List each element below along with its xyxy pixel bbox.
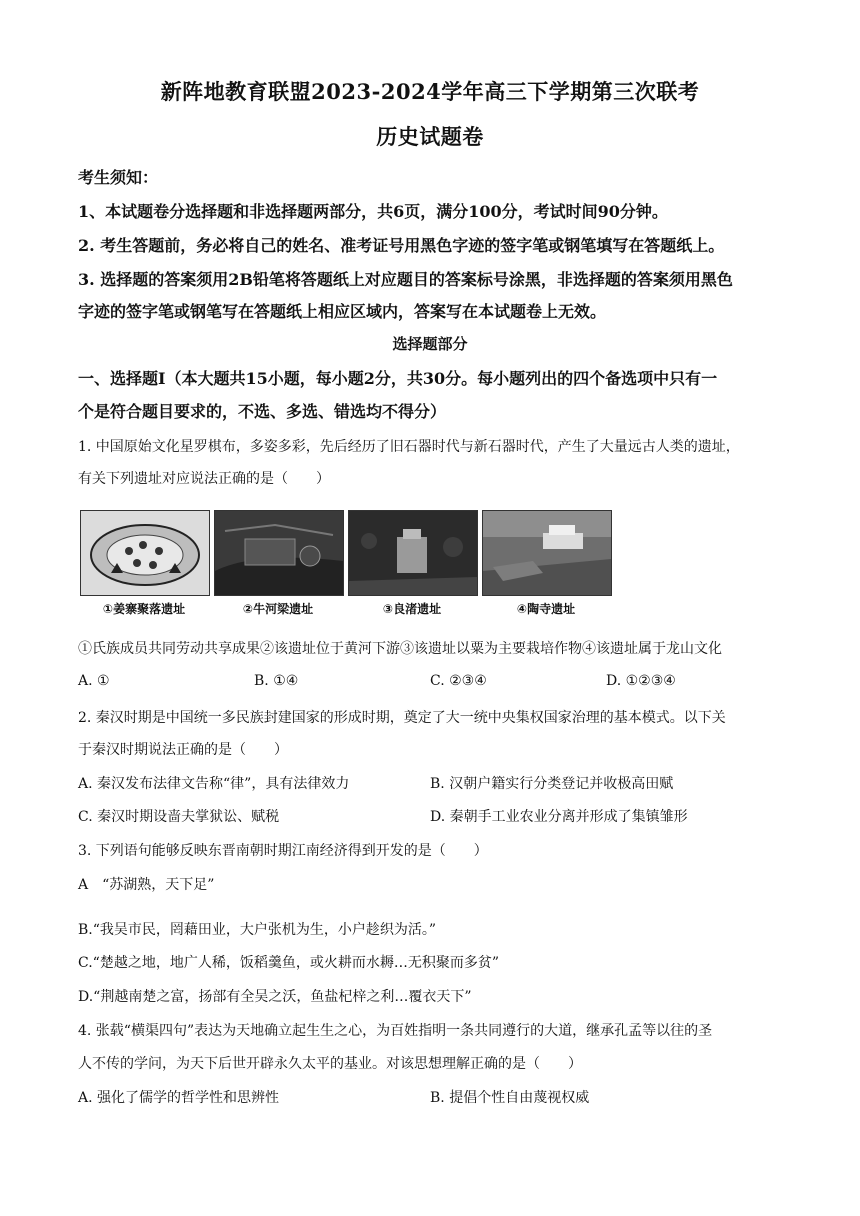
q1-option-a: A. ①: [78, 673, 110, 689]
caption-niuheliang: ②牛河梁遗址: [242, 602, 314, 616]
notice-heading: 考生须知：: [78, 168, 159, 187]
q1-stem-line-2: 有关下列遗址对应说法正确的是（ ）: [78, 471, 330, 487]
q4-stem-line-1: 4. 张载“横渠四句”表达为天地确立起生生之心，为百姓指明一条共同遵行的大道，继承孔孟等以往的圣: [78, 1023, 713, 1039]
caption-liangzhu: ③良渚遗址: [382, 602, 442, 616]
q2-stem-line-1: 2. 秦汉时期是中国统一多民族封建国家的形成时期，奠定了大一统中央集权国家治理的基本模式。以下关: [78, 710, 726, 726]
notice-item-3: 3. 选择题的答案须用2B铅笔将答题纸上对应题目的答案标号涂黑，非选择题的答案须用黑色: [78, 270, 733, 289]
q3-option-a: A “苏湖熟，天下足”: [78, 877, 215, 893]
liangzhu-site-image: [348, 510, 478, 596]
q1-statements: ①氏族成员共同劳动共享成果②该遗址位于黄河下游③该遗址以粟为主要栽培作物④该遗址属于龙山文化: [78, 641, 722, 657]
section-title: 选择题部分: [392, 335, 468, 353]
q2-option-a: A. 秦汉发布法律文告称“律”，具有法律效力: [78, 776, 350, 792]
q3-option-d: D.“荆越南楚之富，扬部有全吴之沃，鱼盐杞梓之利…覆衣天下”: [78, 989, 472, 1005]
q1-figure-row: [80, 510, 620, 620]
q1-stem-line-1: 1. 中国原始文化星罗棋布，多姿多彩，先后经历了旧石器时代与新石器时代，产生了大量远古人类的遗址，: [78, 439, 740, 455]
q4-option-b: B. 提倡个性自由蔑视权威: [430, 1090, 590, 1106]
q2-option-c: C. 秦汉时期设啬夫掌狱讼、赋税: [78, 809, 280, 825]
notice-item-1: 1、本试题卷分选择题和非选择题两部分，共6页，满分100分，考试时间90分钟。: [78, 202, 668, 221]
section-instruction-1: 一、选择题Ⅰ（本大题共15小题，每小题2分，共30分。每小题列出的四个备选项中只有一: [78, 369, 718, 388]
caption-jiangzhai: ①姜寨聚落遗址: [102, 602, 186, 616]
exam-title: 新阵地教育联盟2023-2024学年高三下学期第三次联考: [160, 79, 700, 104]
q3-option-b: B.“我吴市民，罔藉田业，大户张机为生，小户趁织为活。”: [78, 922, 437, 938]
niuheliang-site-image: [214, 510, 344, 596]
q3-option-c: C.“楚越之地，地广人稀，饭稻羹鱼，或火耕而水耨…无积聚而多贫”: [78, 955, 499, 971]
q2-option-d: D. 秦朝手工业农业分离并形成了集镇雏形: [430, 809, 688, 825]
notice-item-3-cont: 字迹的签字笔或钢笔写在答题纸上相应区域内，答案写在本试题卷上无效。: [78, 302, 607, 321]
taosi-site-image: [482, 510, 612, 596]
q1-option-c: C. ②③④: [430, 673, 487, 689]
q4-stem-line-2: 人不传的学问，为天下后世开辟永久太平的基业。对该思想理解正确的是（ ）: [78, 1056, 582, 1072]
q1-option-b: B. ①④: [254, 673, 299, 689]
q2-option-b: B. 汉朝户籍实行分类登记并收极高田赋: [430, 776, 674, 792]
exam-subtitle: 历史试题卷: [376, 124, 484, 149]
q2-stem-line-2: 于秦汉时期说法正确的是（ ）: [78, 742, 288, 758]
jiangzhai-site-image: [80, 510, 210, 596]
q1-option-d: D. ①②③④: [606, 673, 676, 689]
q3-stem: 3. 下列语句能够反映东晋南朝时期江南经济得到开发的是（ ）: [78, 843, 488, 859]
q4-option-a: A. 强化了儒学的哲学性和思辨性: [78, 1090, 280, 1106]
caption-taosi: ④陶寺遗址: [516, 602, 576, 616]
section-instruction-2: 个是符合题目要求的，不选、多选、错选均不得分）: [78, 402, 447, 421]
notice-item-2: 2. 考生答题前，务必将自己的姓名、准考证号用黑色字迹的签字笔或钢笔填写在答题纸上。: [78, 236, 725, 255]
